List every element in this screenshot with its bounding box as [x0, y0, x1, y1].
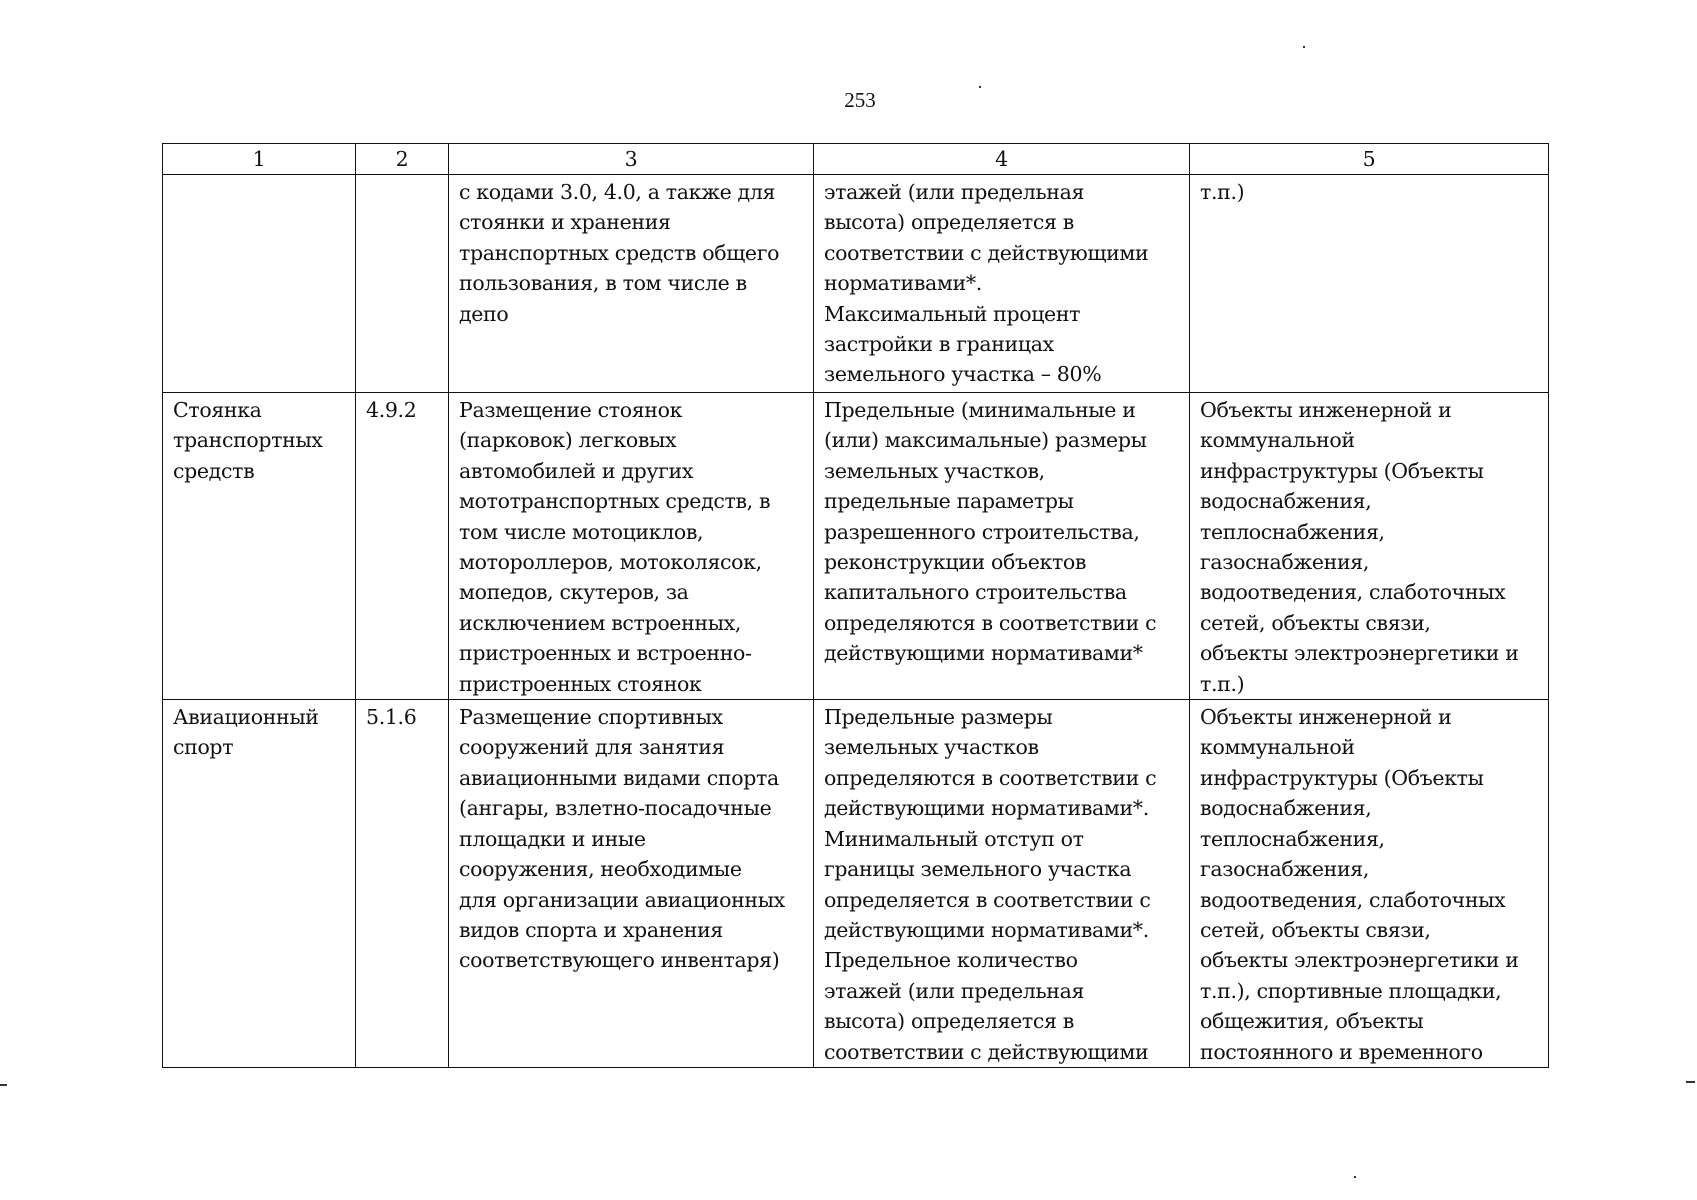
use-name-cell [163, 175, 356, 393]
column-number-5: 5 [1190, 144, 1549, 175]
use-parameters-cell: Предельные размеры земельных участков определяются в соответствии с действующими нормативами*. Минимальный отступ от границы земельного участка определяется в соответствии с действующими нормативами*. Предельное количество этажей (или предельная высота) определяется в соответствии с действующими [814, 700, 1190, 1068]
scan-speck [1354, 1176, 1356, 1178]
table-row [163, 700, 1549, 1068]
land-use-table [162, 143, 1549, 1068]
table-row [163, 393, 1549, 700]
column-number-1: 1 [163, 144, 356, 175]
scan-speck [1303, 46, 1305, 48]
auxiliary-uses-cell: Объекты инженерной и коммунальной инфраструктуры (Объекты водоснабжения, теплоснабжения, газоснабжения, водоотведения, слаботочных сетей, объекты связи, объекты электроэнергетики и т.п.), спортивные площадки, общежития, объекты постоянного и временного [1190, 700, 1549, 1068]
use-name-cell: Стоянка транспортных средств [163, 393, 356, 700]
column-number-2: 2 [356, 144, 449, 175]
scan-speck [979, 86, 981, 88]
use-code-cell [356, 175, 449, 393]
column-number-3: 3 [449, 144, 814, 175]
use-description-cell: с кодами 3.0, 4.0, а также для стоянки и хранения транспортных средств общего пользования, в том числе в депо [449, 175, 814, 393]
column-number-4: 4 [814, 144, 1190, 175]
use-parameters-cell: Предельные (минимальные и (или) максимальные) размеры земельных участков, предельные параметры разрешенного строительства, реконструкции объектов капитального строительства определяются в соответствии с действующими нормативами* [814, 393, 1190, 700]
page-number: 253 [844, 88, 876, 112]
use-code-cell: 4.9.2 [356, 393, 449, 700]
auxiliary-uses-cell: т.п.) [1190, 175, 1549, 393]
table-header-row [163, 144, 1549, 175]
table-row [163, 175, 1549, 393]
use-code-cell: 5.1.6 [356, 700, 449, 1068]
use-name-cell: Авиационный спорт [163, 700, 356, 1068]
auxiliary-uses-cell: Объекты инженерной и коммунальной инфраструктуры (Объекты водоснабжения, теплоснабжения, газоснабжения, водоотведения, слаботочных сетей, объекты связи, объекты электроэнергетики и т.п.) [1190, 393, 1549, 700]
use-parameters-cell: этажей (или предельная высота) определяется в соответствии с действующими нормативами*. Максимальный процент застройки в границах земельного участка – 80% [814, 175, 1190, 393]
use-description-cell: Размещение стоянок (парковок) легковых автомобилей и других мототранспортных средств, в том числе мотоциклов, мотороллеров, мотоколясок, мопедов, скутеров, за исключением встроенных, пристроенных и встроенно- пристроенных стоянок [449, 393, 814, 700]
scan-dash [0, 1084, 7, 1086]
use-description-cell: Размещение спортивных сооружений для занятия авиационными видами спорта (ангары, взлетно-посадочные площадки и иные сооружения, необходимые для организации авиационных видов спорта и хранения соответствующего инвентаря) [449, 700, 814, 1068]
scan-dash [1686, 1081, 1695, 1083]
